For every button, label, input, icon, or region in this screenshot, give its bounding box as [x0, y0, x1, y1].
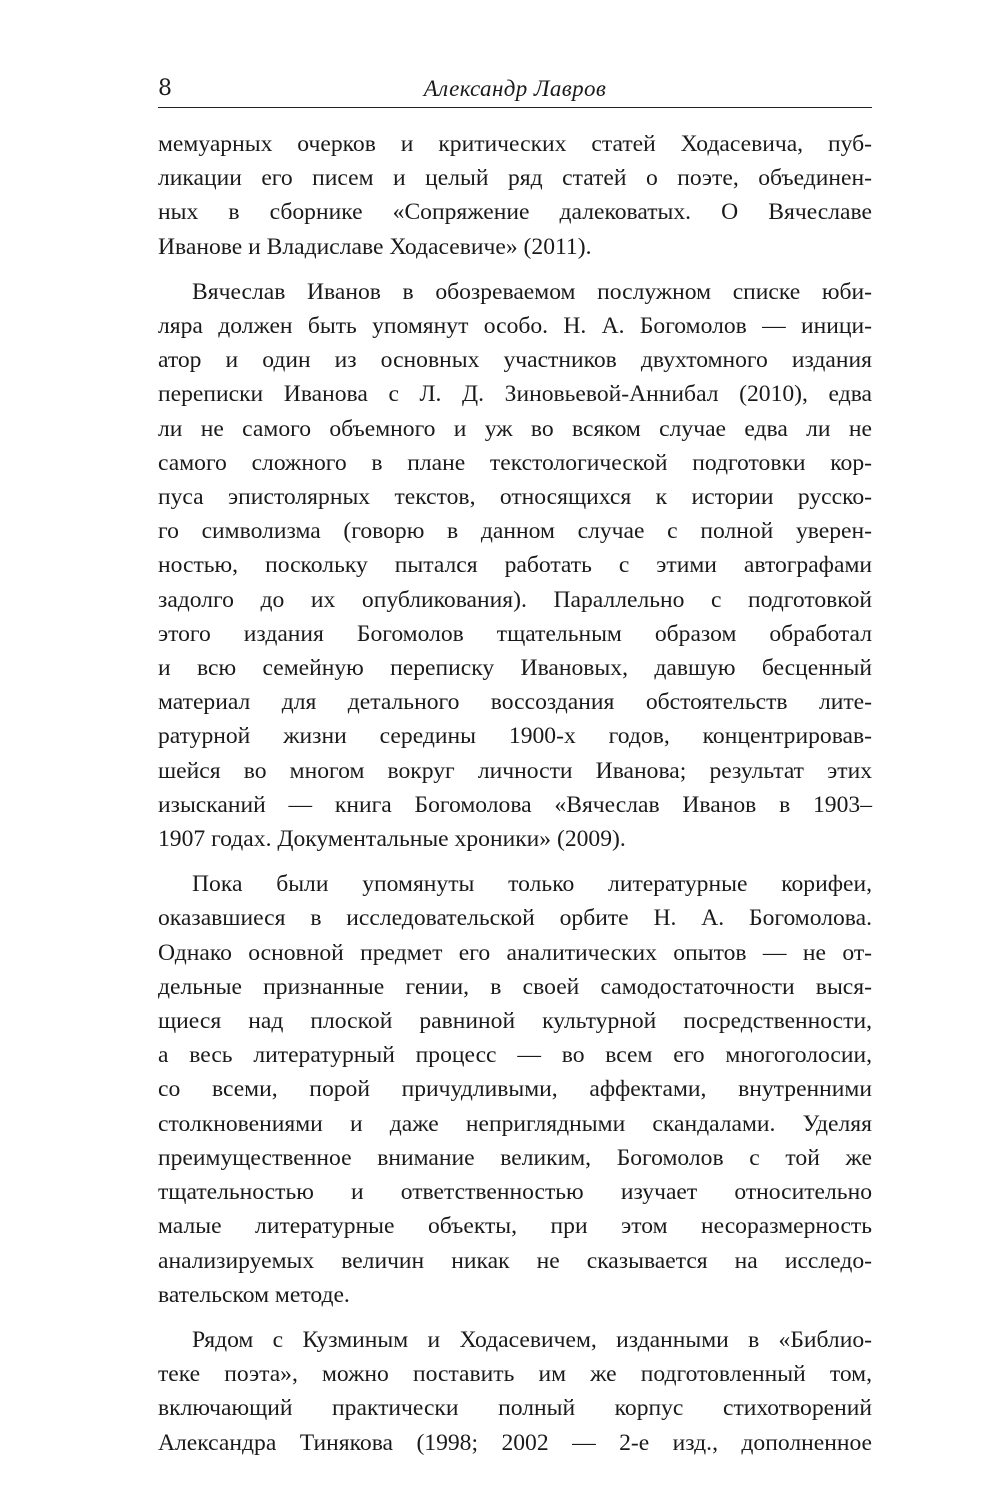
text-line: Александра Тинякова (1998; 2002 — 2-е изд., дополненное [158, 1429, 872, 1456]
text-line: самого сложного в плане текстологической подготовки кор- [158, 449, 872, 476]
page-number: 8 [158, 76, 172, 101]
paragraph [158, 275, 872, 856]
text-line: оказавшиеся в исследовательской орбите Н. А. Богомолова. [158, 905, 872, 932]
text-line: шейся во многом вокруг личности Иванова; результат этих [158, 757, 872, 784]
paragraph [158, 867, 872, 1312]
text-line: включающий практически полный корпус стихотворений [158, 1395, 872, 1422]
text-line: дельные признанные гении, в своей самодостаточности выся- [158, 973, 872, 1000]
text-line: Иванове и Владиславе Ходасевиче» (2011). [158, 233, 592, 260]
text-line: ных в сборнике «Сопряжение далековатых. О Вячеславе [158, 199, 872, 226]
text-line: щиеся над плоской равниной культурной посредственности, [158, 1008, 872, 1035]
text-line: и всю семейную переписку Ивановых, давшую бесценный [158, 655, 872, 682]
text-line: Пока были упомянуты только литературные корифеи, [192, 871, 872, 898]
text-line: анализируемых величин никак не сказывается на исследо- [158, 1247, 872, 1274]
text-line: тщательностью и ответственностью изучает относительно [158, 1179, 872, 1206]
text-line: ностью, поскольку пытался работать с этими автографами [158, 552, 872, 579]
text-line: переписки Иванова с Л. Д. Зиновьевой-Аннибал (2010), едва [158, 381, 872, 408]
text-line: изысканий — книга Богомолова «Вячеслав Иванов в 1903– [158, 791, 872, 818]
book-page [158, 0, 872, 1485]
text-line: столкновениями и даже неприглядными скандалами. Уделяя [158, 1110, 872, 1137]
text-line: Рядом с Кузминым и Ходасевичем, изданными в «Библио- [192, 1326, 872, 1353]
text-line: пуса эпистолярных текстов, относящихся к истории русско- [158, 484, 872, 511]
text-line: со всеми, порой причудливыми, аффектами, внутренними [158, 1076, 872, 1103]
text-line: мемуарных очерков и критических статей Ходасевича, пуб- [158, 131, 872, 157]
running-head [158, 71, 872, 108]
text-line: преимущественное внимание великим, Богомолов с той же [158, 1144, 872, 1171]
body-text [158, 127, 872, 1471]
text-line: а весь литературный процесс — во всем его многоголосии, [158, 1042, 872, 1069]
text-line: го символизма (говорю в данном случае с полной уверен- [158, 518, 872, 545]
text-line: Однако основной предмет его аналитических опытов — не от- [158, 939, 872, 966]
text-line: ликации его писем и целый ряд статей о поэте, объединен- [158, 165, 872, 192]
text-line: этого издания Богомолов тщательным образом обработал [158, 620, 872, 647]
text-line: атор и один из основных участников двухтомного издания [158, 347, 872, 374]
text-line: задолго до их опубликования). Параллельно с подготовкой [158, 586, 872, 613]
paragraph [158, 1323, 872, 1460]
text-line: 1907 годах. Документальные хроники» (2009). [158, 826, 626, 853]
text-line: Вячеслав Иванов в обозреваемом послужном списке юби- [192, 278, 872, 305]
text-line: вательском методе. [158, 1281, 350, 1308]
text-line: малые литературные объекты, при этом несоразмерность [158, 1213, 872, 1240]
text-line: материал для детального воссоздания обстоятельств лите- [158, 689, 872, 716]
running-title: Александр Лавров [423, 76, 607, 101]
paragraph [158, 127, 872, 264]
text-line: ляра должен быть упомянут особо. Н. А. Богомолов — иници- [158, 313, 872, 340]
text-line: теке поэта», можно поставить им же подготовленный том, [158, 1361, 872, 1388]
text-line: ли не самого объемного и уж во всяком случае едва ли не [158, 415, 872, 442]
text-line: ратурной жизни середины 1900-х годов, концентрировав- [158, 723, 872, 750]
